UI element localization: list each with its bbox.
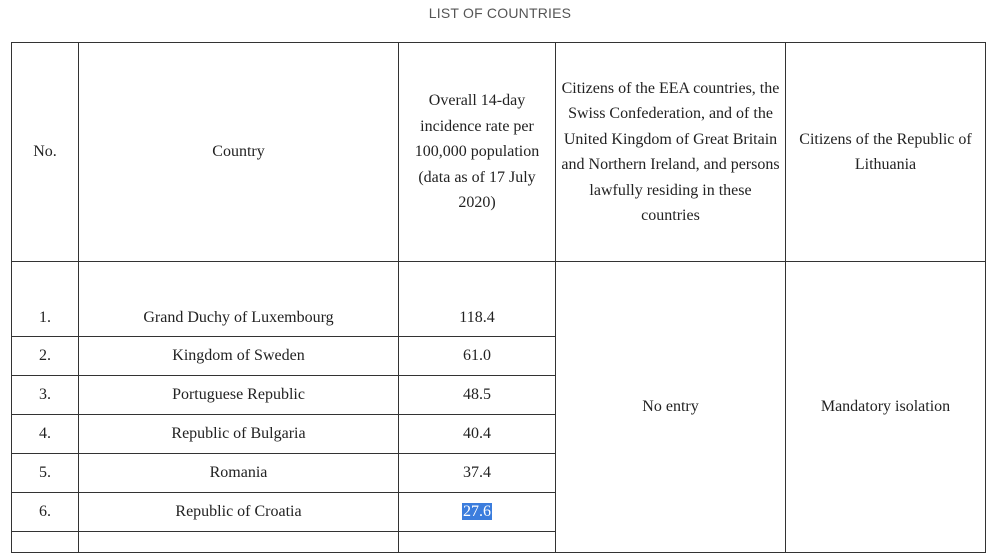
row-country: Portuguese Republic: [79, 376, 399, 415]
row-number: 3.: [12, 376, 79, 415]
row-number: 6.: [12, 493, 79, 532]
row-number: 4.: [12, 415, 79, 454]
row-rate: 61.0: [399, 337, 556, 376]
countries-table: [11, 42, 986, 553]
row-rate: 48.5: [399, 376, 556, 415]
row-country: Republic of Bulgaria: [79, 415, 399, 454]
header-number: No.: [12, 43, 79, 262]
row-rate: 118.4: [399, 262, 556, 337]
row-country: Republic of Croatia: [79, 493, 399, 532]
row-country: Grand Duchy of Luxembourg: [79, 262, 399, 337]
row-number: 1.: [12, 262, 79, 337]
row-rate: 37.4: [399, 454, 556, 493]
row-number: 5.: [12, 454, 79, 493]
page-title: LIST OF COUNTRIES: [428, 5, 572, 21]
row-country: Kingdom of Sweden: [79, 337, 399, 376]
row-country: Romania: [79, 454, 399, 493]
row-number: 2.: [12, 337, 79, 376]
lithuania-entry-rule: Mandatory isolation: [786, 262, 986, 553]
row-rate: 40.4: [399, 415, 556, 454]
header-lithuania-citizens: Citizens of the Republic of Lithuania: [786, 43, 986, 262]
eea-entry-rule: No entry: [556, 262, 786, 553]
table-header-row: [12, 43, 986, 262]
header-country: Country: [79, 43, 399, 262]
selected-text-highlight[interactable]: 27.6: [463, 503, 491, 521]
table-row: [12, 262, 986, 337]
row-rate[interactable]: [399, 493, 556, 532]
header-eea-citizens: Citizens of the EEA countries, the Swiss Confederation, and of the United Kingdom of Great Britain and Northern Ireland, and persons lawfully residing in these countries: [556, 43, 786, 262]
header-incidence-rate: Overall 14-day incidence rate per 100,000 population (data as of 17 July 2020): [399, 43, 556, 262]
